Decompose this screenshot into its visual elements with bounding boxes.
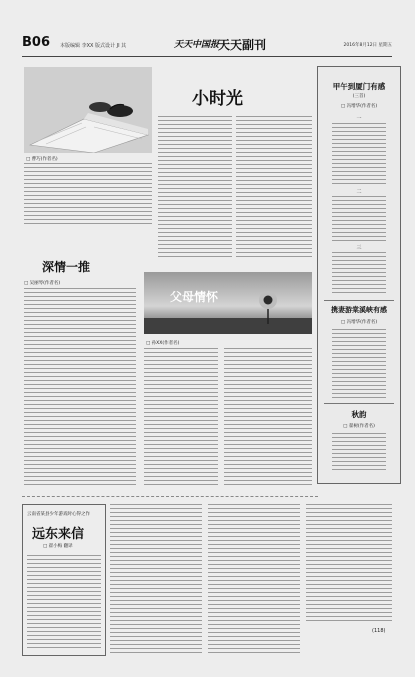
letter-banner: 云南省某县少年游戏时心得之作 (27, 512, 90, 517)
poem2-text (332, 329, 386, 399)
article2-title: 深情一推 (42, 260, 91, 274)
poem-section-numeral: 一 (356, 116, 362, 122)
page-header (22, 34, 392, 57)
article1-text-left (24, 163, 152, 227)
poem-divider (324, 403, 394, 404)
article3-text-right (224, 348, 312, 488)
letter-text-col1 (110, 504, 202, 656)
letter-title: 远东来信 (32, 527, 85, 542)
poem-section-numeral: 三 (356, 245, 362, 251)
poem3-title: 秋韵 (351, 410, 367, 419)
poem3-text (332, 433, 386, 471)
article-end-mark: (118) (372, 628, 386, 634)
letter-header-box (22, 504, 106, 656)
section-separator (22, 496, 318, 498)
article3-byline: □ 孙XX(作者名) (146, 341, 180, 346)
poem1-part1-text (332, 123, 386, 185)
letter-intro-text (27, 555, 101, 649)
poem-section-numeral: 二 (356, 189, 362, 195)
poetry-column (317, 66, 401, 484)
poem2-title: 携妻游棠溪峡有感 (331, 305, 387, 314)
letter-text-col3 (306, 504, 392, 624)
poem3-author: □ 翟树(作者名) (343, 424, 375, 429)
article2-text (24, 288, 136, 486)
header-date: 2016年8月12日 星期五 (343, 43, 392, 48)
page-number: B06 (22, 35, 50, 50)
poem1-part3-text (332, 252, 386, 296)
article2-byline: □ 吴丽琴(作者名) (24, 281, 61, 286)
poem1-title: 甲午到厦门有感 (332, 82, 386, 91)
letter-translator: □ 翟小梅 翻译 (43, 544, 73, 549)
article1-caption: □ 曹巧(作者名) (26, 157, 58, 162)
poem1-subtitle: (三首) (352, 94, 366, 99)
article3-text-left (144, 348, 218, 488)
article1-title: 小时光 (192, 89, 243, 109)
article3-title: 父母情怀 (170, 290, 219, 304)
section-title: 天天副刊 (218, 38, 267, 52)
poem1-part2-text (332, 196, 386, 242)
letter-text-col2 (208, 504, 300, 656)
newspaper-logo: 天天中国报 (174, 40, 220, 50)
book-photo (24, 67, 152, 153)
poem-divider (324, 300, 394, 301)
article1-text-mid (158, 116, 232, 258)
header-meta: 本版编辑 李XX 版式设计 JI 其 (60, 43, 127, 49)
poem1-author: □ 冯增华(作者名) (340, 104, 378, 109)
poem2-author: □ 冯增华(作者名) (340, 320, 378, 325)
article1-text-right (236, 116, 312, 258)
